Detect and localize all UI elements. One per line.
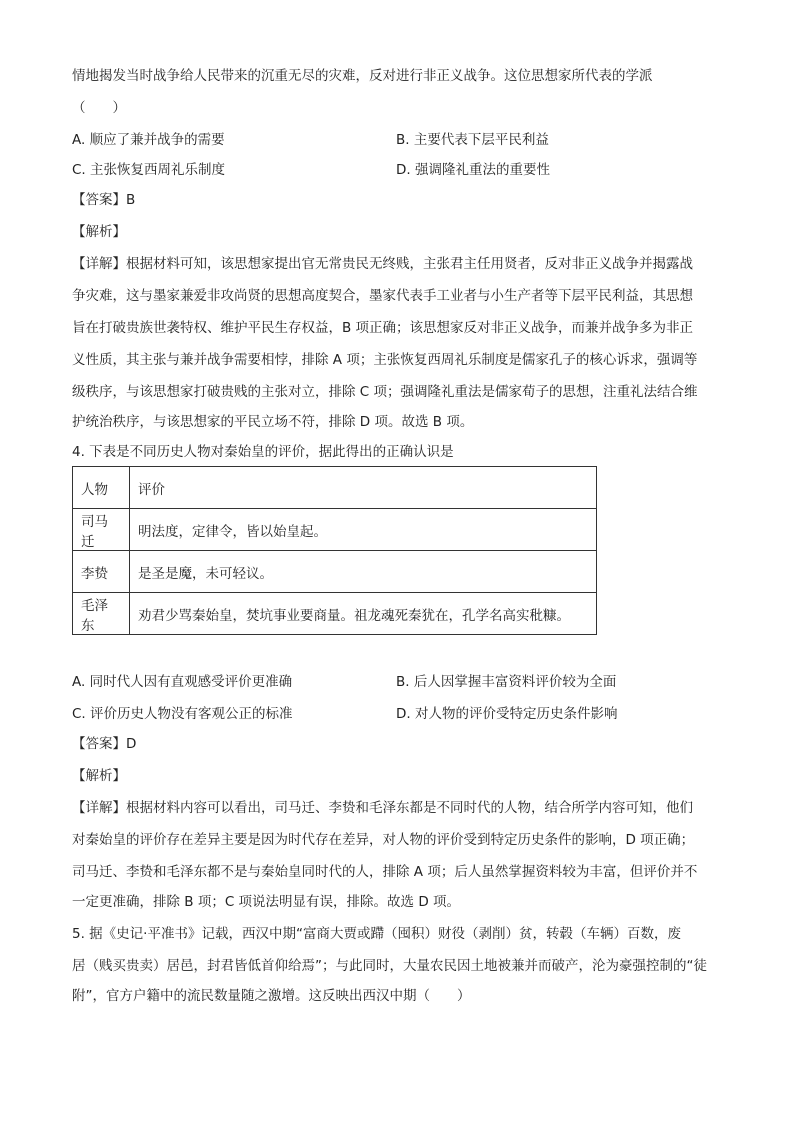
table-row bbox=[73, 593, 597, 635]
q3-option-b: B. 主要代表下层平民利益 bbox=[396, 132, 549, 148]
q4-analysis-label: 【解析】 bbox=[72, 768, 126, 784]
evaluation-table bbox=[72, 466, 597, 635]
table-header-row bbox=[73, 467, 597, 509]
q3-stem-end: 情地揭发当时战争给人民带来的沉重无尽的灾难，反对进行非正义战争。这位思想家所代表的学派 bbox=[72, 68, 653, 84]
q3-option-a: A. 顺应了兼并战争的需要 bbox=[72, 132, 225, 148]
q4-option-a: A. 同时代人因有直观感受评价更准确 bbox=[72, 674, 293, 690]
table-cell-person: 司马迁 bbox=[73, 509, 130, 551]
q4-option-d: D. 对人物的评价受特定历史条件影响 bbox=[396, 706, 618, 722]
q4-stem: 4. 下表是不同历史人物对秦始皇的评价，据此得出的正确认识是 bbox=[72, 444, 454, 460]
q4-answer: 【答案】D bbox=[72, 736, 137, 752]
table-cell-evaluation: 明法度，定律令，皆以始皇起。 bbox=[130, 509, 597, 551]
q5-stem-line: 居（贱买贵卖）居邑，封君皆低首仰给焉”；与此同时，大量农民因土地被兼并而破产，沦为豪强控制的“徒 bbox=[72, 958, 707, 974]
q4-option-c: C. 评价历史人物没有客观公正的标准 bbox=[72, 706, 293, 722]
q3-analysis-label: 【解析】 bbox=[72, 224, 126, 240]
q3-detail-line: 旨在打破贵族世袭特权、维护平民生存权益，B 项正确；该思想家反对非正义战争，而兼并战争多为非正 bbox=[72, 320, 694, 336]
q4-option-b: B. 后人因掌握丰富资料评价较为全面 bbox=[396, 674, 617, 690]
q3-detail-line: 护统治秩序，与该思想家的平民立场不符，排除 D 项。故选 B 项。 bbox=[72, 414, 474, 430]
q3-paren: （ ） bbox=[72, 100, 126, 116]
q3-option-d: D. 强调隆礼重法的重要性 bbox=[396, 162, 550, 178]
q3-detail-line: 【详解】根据材料可知，该思想家提出官无常贵民无终贱，主张君主任用贤者，反对非正义战争并揭露战 bbox=[72, 256, 693, 272]
table-cell-person: 李贽 bbox=[73, 551, 130, 593]
q3-detail-line: 级秩序，与该思想家打破贵贱的主张对立，排除 C 项；强调隆礼重法是儒家荀子的思想，注重礼法结合维 bbox=[72, 384, 698, 400]
q3-option-c: C. 主张恢复西周礼乐制度 bbox=[72, 162, 226, 178]
q4-detail-line: 司马迁、李贽和毛泽东都不是与秦始皇同时代的人，排除 A 项；后人虽然掌握资料较为丰富，但评价并不 bbox=[72, 864, 698, 880]
q4-detail-line: 对秦始皇的评价存在差异主要是因为时代存在差异，对人物的评价受到特定历史条件的影响，D 项正确； bbox=[72, 832, 695, 848]
table-header-cell: 人物 bbox=[73, 467, 130, 509]
table-cell-person: 毛泽东 bbox=[73, 593, 130, 635]
table-cell-evaluation: 劝君少骂秦始皇，焚坑事业要商量。祖龙魂死秦犹在，孔学名高实秕糠。 bbox=[130, 593, 597, 635]
q3-detail-line: 义性质，其主张与兼并战争需要相悖，排除 A 项；主张恢复西周礼乐制度是儒家孔子的核心诉求，强调等 bbox=[72, 352, 698, 368]
table-row bbox=[73, 551, 597, 593]
q5-stem-line: 5. 据《史记·平准书》记载，西汉中期“富商大贾或蹛（囤积）财役（剥削）贫，转毂（车辆）百数，废 bbox=[72, 926, 681, 942]
q4-detail-line: 【详解】根据材料内容可以看出，司马迁、李贽和毛泽东都是不同时代的人物，结合所学内容可知，他们 bbox=[72, 800, 693, 816]
table-header-cell: 评价 bbox=[130, 467, 597, 509]
q5-stem-line: 附”，官方户籍中的流民数量随之激增。这反映出西汉中期（ ） bbox=[72, 988, 471, 1004]
q3-answer: 【答案】B bbox=[72, 192, 136, 208]
table-row bbox=[73, 509, 597, 551]
table-cell-evaluation: 是圣是魔，未可轻议。 bbox=[130, 551, 597, 593]
q3-detail-line: 争灾难，这与墨家兼爱非攻尚贤的思想高度契合，墨家代表手工业者与小生产者等下层平民利益，其思想 bbox=[72, 288, 693, 304]
q4-detail-line: 一定更准确，排除 B 项；C 项说法明显有误，排除。故选 D 项。 bbox=[72, 894, 461, 910]
